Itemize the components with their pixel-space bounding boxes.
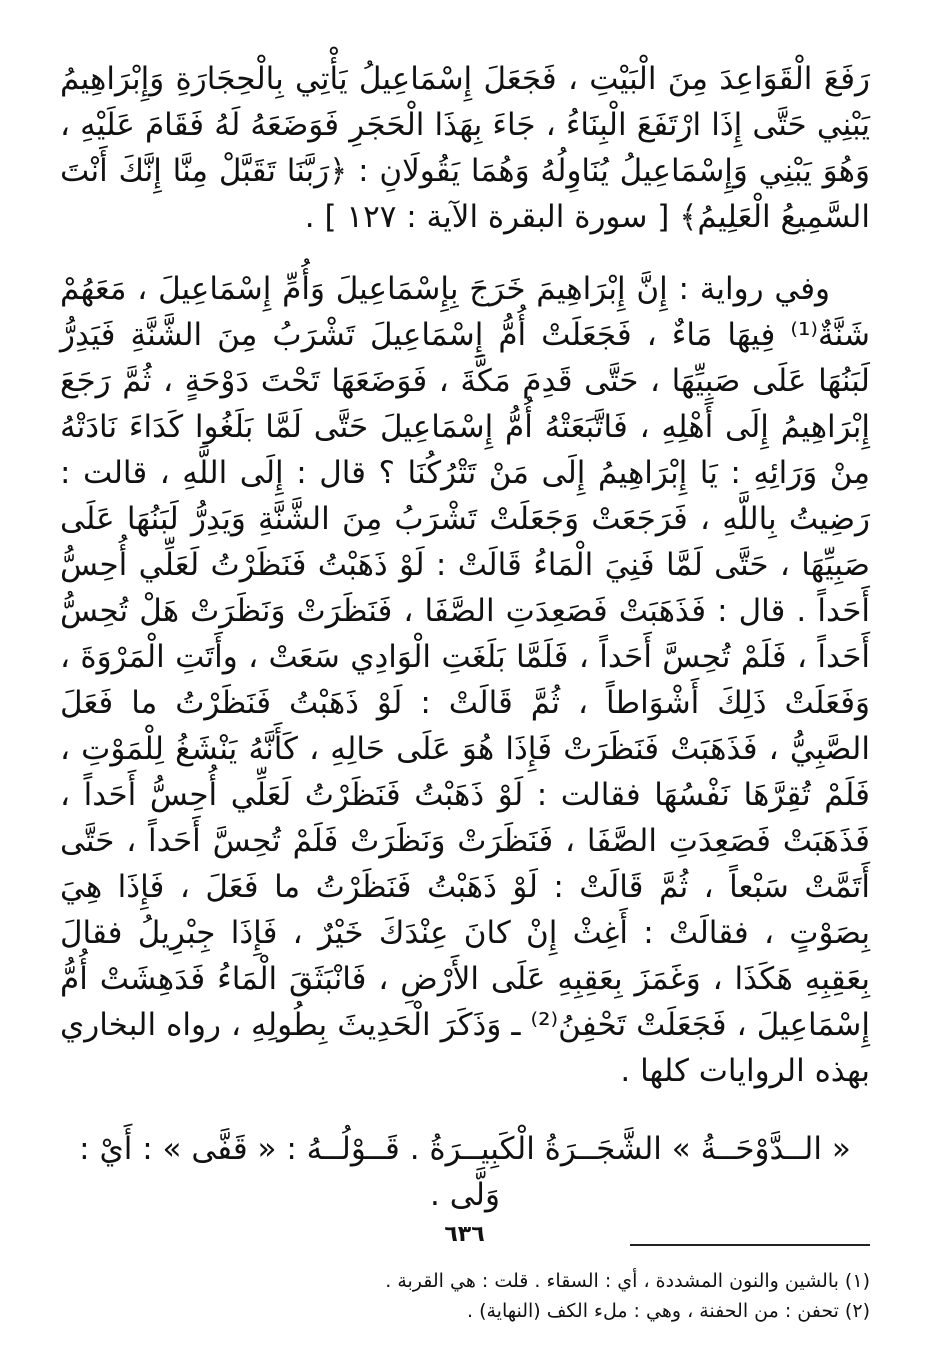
footnote-2: (٢) تحفن : من الحفنة ، وهي : ملء الكف (النهاية) .	[466, 1300, 870, 1322]
page-number: ٦٣٦	[444, 1222, 485, 1247]
footnote-1: (١) بالشين والنون المشددة ، أي : السقاء . قلت : هي القربة .	[385, 1270, 870, 1292]
paragraph-narration: وفي رواية : إِنَّ إِبْرَاهِيمَ خَرَجَ بِإِسْمَاعِيلَ وَأُمِّ إِسْمَاعِيلَ ، مَعَهُمْ شَنَّةٌ⁽¹⁾ فِيهَا مَاءٌ ، فَجَعَلَتْ أُمُّ إِسْمَاعِيلَ تَشْرَبُ مِنَ الشَّنَّةِ فَيَدِرُّ لَبَنُهَا عَلَى صَبِيِّهَا ، حَتَّى قَدِمَ مَكَّةَ ، فَوَضَعَهَا تَحْتَ دَوْحَةٍ ، ثُمَّ رَجَعَ إِبْرَاهِيمُ إِلَى أَهْلِهِ ، فَاتَّبَعَتْهُ أُمُّ إِسْمَاعِيلَ حَتَّى لَمَّا بَلَغُوا كَدَاءَ نَادَتْهُ مِنْ وَرَائِهِ : يَا إِبْرَاهِيمُ إِلَى مَنْ تَتْرُكُنَا ؟ قال : إِلَى اللَّهِ ، قالت : رَضِيتُ بِاللَّهِ ، فَرَجَعَتْ وَجَعَلَتْ تَشْرَبُ مِنَ الشَّنَّةِ وَيَدِرُّ لَبَنُهَا عَلَى صَبِيِّهَا ، حَتَّى لَمَّا فَنِيَ الْمَاءُ قَالَتْ : لَوْ ذَهَبْتُ فَنَظَرْتُ لَعَلِّي أُحِسُّ أَحَداً . قال : فَذَهَبَتْ فَصَعِدَتِ الصَّفَا ، فَنَظَرَتْ وَنَظَرَتْ هَلْ تُحِسُّ أَحَداً ، فَلَمْ تُحِسَّ أَحَداً ، فَلَمَّا بَلَغَتِ الْوَادِي سَعَتْ ، وأَتَتِ الْمَرْوَةَ ، وَفَعَلَتْ ذَلِكَ أَشْوَاطاً ، ثُمَّ قَالَتْ : لَوْ ذَهَبْتُ فَنَظَرْتُ ما فَعَلَ الصَّبِيُّ ، فَذَهَبَتْ فَنَظَرَتْ فَإِذَا هُوَ عَلَى حَالِهِ ، كَأَنَّهُ يَنْشَغُ لِلْمَوْتِ ، فَلَمْ تُقِرَّهَا نَفْسُهَا فقالت : لَوْ ذَهَبْتُ فَنَظَرْتُ لَعَلِّي أُحِسُّ أَحَداً ، فَذَهَبَتْ فَصَعِدَتِ الصَّفَا ، فَنَظَرَتْ وَنَظَرَتْ فَلَمْ تُحِسَّ أَحَداً ، حَتَّى أَتَمَّتْ سَبْعاً ، ثُمَّ قَالَتْ : لَوْ ذَهَبْتُ فَنَظَرْتُ ما فَعَلَ ، فَإِذَا هِيَ بِصَوْتٍ ، فقالَتْ : أَغِثْ إِنْ كانَ عِنْدَكَ خَيْرٌ ، فَإِذَا جِبْرِيلُ فقالَ بِعَقِبِهِ هَكَذَا ، وَغَمَزَ بِعَقِبِهِ عَلَى الأَرْضِ ، فَانْبَثَقَ الْمَاءُ فَدَهِشَتْ أُمُّ إِسْمَاعِيلَ ، فَجَعَلَتْ تَحْفِنُ⁽²⁾ ـ وَذَكَرَ الْحَدِيثَ بِطُولِهِ ، رواه البخاري بهذه الروايات كلها .	[60, 271, 870, 1089]
footnotes	[60, 1266, 870, 1326]
paragraph-continuation: رَفَعَ الْقَوَاعِدَ مِنَ الْبَيْتِ ، فَجَعَلَ إِسْمَاعِيلُ يَأْتِي بِالْحِجَارَةِ وَإِبْرَاهِيمُ يَبْنِي حَتَّى إِذَا ارْتَفَعَ الْبِنَاءُ ، جَاءَ بِهَذَا الْحَجَرِ فَوَضَعَهُ لَهُ فَقَامَ عَلَيْهِ ، وَهُوَ يَبْنِي وَإِسْمَاعِيلُ يُنَاوِلُهُ وَهُمَا يَقُولَانِ : ﴿رَبَّنَا تَقَبَّلْ مِنَّا إِنَّكَ أَنْتَ السَّمِيعُ الْعَلِيمُ﴾ [ سورة البقرة الآية : ١٢٧ ] .	[60, 61, 870, 235]
page-body	[60, 56, 870, 1326]
word-gloss: « الــدَّوْحَــةُ » الشَّجَــرَةُ الْكَبِيــرَةُ . قَــوْلُــهُ : « قَفَّى » : أَيْ : وَلَّى .	[79, 1131, 851, 1213]
